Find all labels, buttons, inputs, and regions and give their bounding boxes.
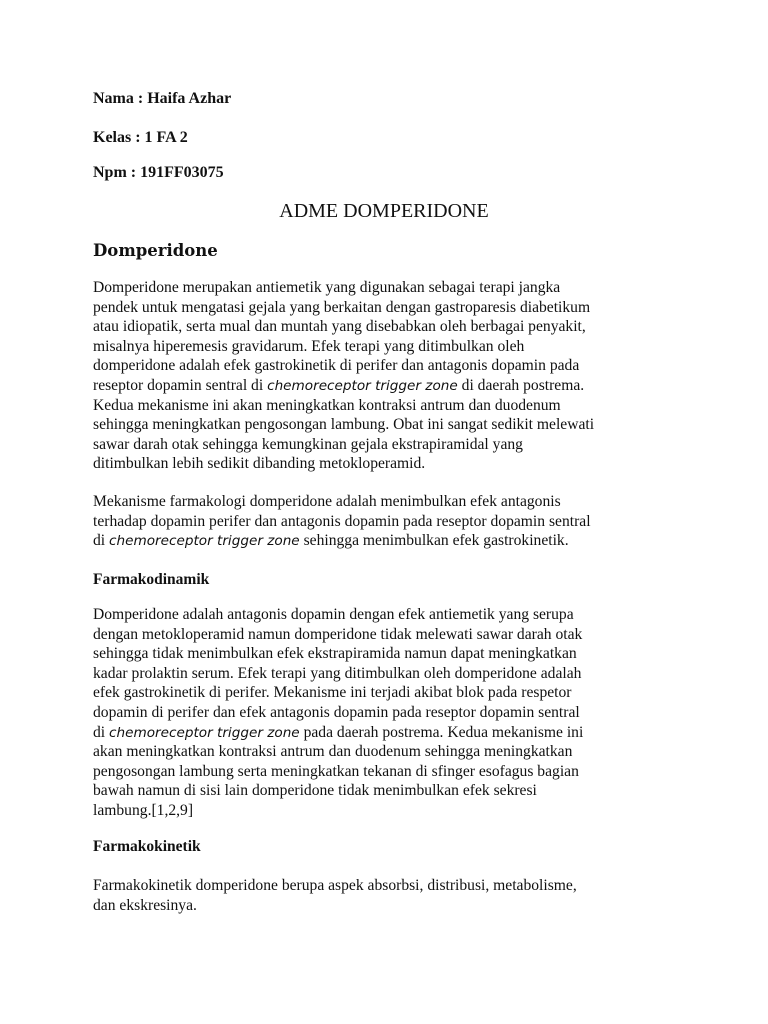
text-line: kadar prolaktin serum. Efek terapi yang ditimbulkan oleh domperidone adalah xyxy=(93,664,582,682)
text-line: atau idiopatik, serta mual dan muntah yang disebabkan oleh berbagai penyakit, xyxy=(93,318,586,336)
text-line: sehingga tidak menimbulkan efek ekstrapiramida namun dapat meningkatkan xyxy=(93,645,577,663)
italic-term: chemoreceptor trigger zone xyxy=(109,533,300,550)
section-heading-domperidone: Domperidone xyxy=(93,241,218,260)
paragraph-domperidone-mechanism xyxy=(93,492,663,551)
text-run: di xyxy=(93,532,110,550)
text-line: dengan metokloperamid namun domperidone tidak melewati sawar darah otak xyxy=(93,625,583,643)
text-run: reseptor dopamin sentral di xyxy=(93,376,268,394)
text-line: ditimbulkan lebih sedikit dibanding metokloperamid. xyxy=(93,455,426,473)
text-run: di xyxy=(93,723,110,741)
text-line: terhadap dopamin perifer dan antagonis dopamin pada reseptor dopamin sentral xyxy=(93,512,591,530)
text-line: Domperidone adalah antagonis dopamin dengan efek antiemetik yang serupa xyxy=(93,606,574,623)
text-line: bawah namun di sisi lain domperidone tidak menimbulkan efek sekresi xyxy=(93,782,537,800)
text-line: misalnya hiperemesis gravidarum. Efek terapi yang ditimbulkan oleh xyxy=(93,337,525,355)
text-line: sehingga meningkatkan pengosongan lambung. Obat ini sangat sedikit melewati xyxy=(93,416,595,434)
student-name: Nama : Haifa Azhar xyxy=(93,90,232,107)
text-line xyxy=(93,723,663,743)
text-line: lambung.[1,2,9] xyxy=(93,801,194,819)
text-run: di daerah postrema. xyxy=(457,376,585,394)
text-line: Kedua mekanisme ini akan meningkatkan kontraksi antrum dan duodenum xyxy=(93,396,561,414)
italic-term: chemoreceptor trigger zone xyxy=(109,724,300,741)
text-line: domperidone adalah efek gastrokinetik di perifer dan antagonis dopamin pada xyxy=(93,357,580,375)
text-line xyxy=(93,531,663,551)
student-npm: Npm : 191FF03075 xyxy=(93,164,224,181)
text-line: Domperidone merupakan antiemetik yang digunakan sebagai terapi jangka xyxy=(93,279,561,296)
section-heading-farmakokinetik: Farmakokinetik xyxy=(93,838,201,855)
text-run: pada daerah postrema. Kedua mekanisme ini xyxy=(299,723,584,741)
text-line: Mekanisme farmakologi domperidone adalah menimbulkan efek antagonis xyxy=(93,493,561,510)
text-line: akan meningkatkan kontraksi antrum dan duodenum sehingga meningkatkan xyxy=(93,743,573,761)
text-line: pendek untuk mengatasi gejala yang berkaitan dengan gastroparesis diabetikum xyxy=(93,298,591,316)
text-line: dopamin di perifer dan efek antagonis dopamin pada reseptor dopamin sentral xyxy=(93,703,580,721)
italic-term: chemoreceptor trigger zone xyxy=(267,377,458,394)
student-class: Kelas : 1 FA 2 xyxy=(93,129,188,146)
text-line: dan ekskresinya. xyxy=(93,896,197,914)
document-title: ADME DOMPERIDONE xyxy=(279,200,489,222)
text-run: sehingga menimbulkan efek gastrokinetik. xyxy=(299,532,569,550)
text-line: efek gastrokinetik di perifer. Mekanisme ini terjadi akibat blok pada respetor xyxy=(93,684,572,702)
paragraph-domperidone-intro xyxy=(93,278,663,474)
text-line xyxy=(93,376,663,396)
paragraph-farmakodinamik xyxy=(93,605,663,821)
section-heading-farmakodinamik: Farmakodinamik xyxy=(93,571,210,588)
paragraph-farmakokinetik xyxy=(93,876,663,915)
text-line: pengosongan lambung serta meningkatkan tekanan di sfinger esofagus bagian xyxy=(93,762,579,780)
text-line: sawar darah otak sehingga kemungkinan gejala ekstrapiramidal yang xyxy=(93,435,523,453)
text-line: Farmakokinetik domperidone berupa aspek absorbsi, distribusi, metabolisme, xyxy=(93,877,577,894)
